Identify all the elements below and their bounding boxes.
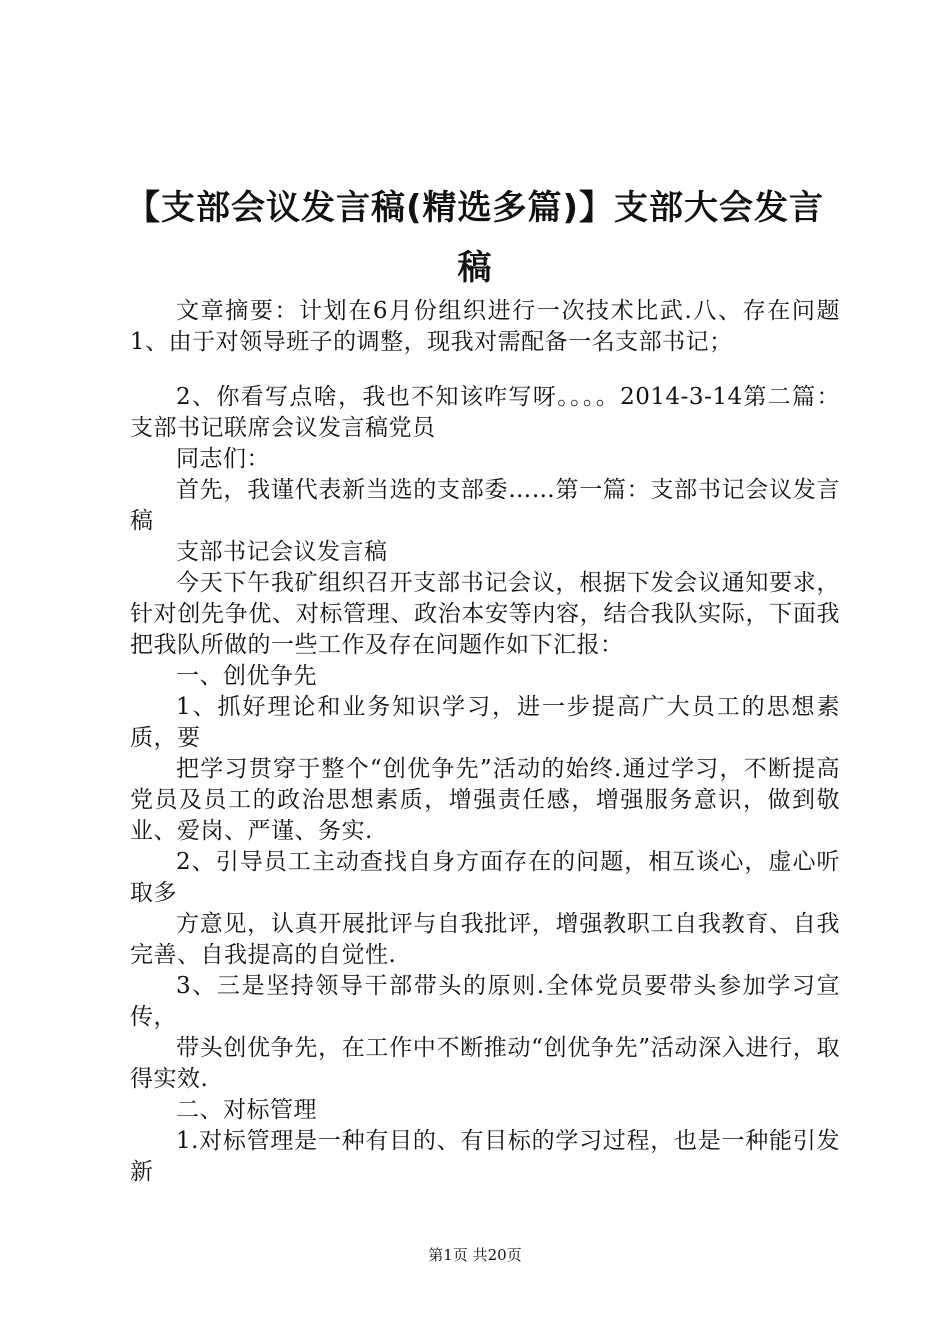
section-heading: 二、对标管理 [176, 1097, 317, 1123]
paragraph-abstract: 文章摘要：计划在6月份组织进行一次技术比武.八、存在问题1、由于对领导班子的调整，现我对需配备一名支部书记； [130, 298, 840, 355]
paragraph: 方意见，认真开展批评与自我批评，增强教职工自我教育、自我完善、自我提高的自觉性. [130, 911, 840, 968]
paragraph: 3、三是坚持领导干部带头的原则.全体党员要带头参加学习宣传， [130, 973, 840, 1030]
page-number: 第1页 共20页 [428, 1246, 522, 1264]
paragraph: 带头创优争先，在工作中不断推动“创优争先”活动深入进行，取得实效. [130, 1035, 840, 1092]
paragraph: 把学习贯穿于整个“创优争先”活动的始终.通过学习，不断提高党员及员工的政治思想素质，增强责任感，增强服务意识，做到敬业、爱岗、严谨、务实. [130, 756, 840, 844]
paragraph: 1、抓好理论和业务知识学习，进一步提高广大员工的思想素质，要 [130, 694, 840, 751]
paragraph: 2、引导员工主动查找自身方面存在的问题，相互谈心，虚心听取多 [130, 849, 840, 906]
document-title: 【支部会议发言稿(精选多篇)】支部大会发言稿 [125, 188, 825, 288]
paragraph: 首先，我谨代表新当选的支部委……第一篇：支部书记会议发言稿 [130, 477, 840, 534]
document-body [130, 296, 840, 1188]
paragraph: 同志们： [176, 446, 270, 472]
paragraph: 1.对标管理是一种有目的、有目标的学习过程，也是一种能引发新 [130, 1128, 840, 1185]
paragraph: 今天下午我矿组织召开支部书记会议，根据下发会议通知要求，针对创先争优、对标管理、政治本安等内容，结合我队实际，下面我把我队所做的一些工作及存在问题作如下汇报： [130, 570, 840, 658]
paragraph: 2、你看写点啥，我也不知该咋写呀。。。。2014-3-14第二篇：支部书记联席会议发言稿党员 [130, 384, 840, 441]
section-heading: 一、创优争先 [176, 663, 317, 689]
section-heading: 支部书记会议发言稿 [176, 539, 388, 565]
